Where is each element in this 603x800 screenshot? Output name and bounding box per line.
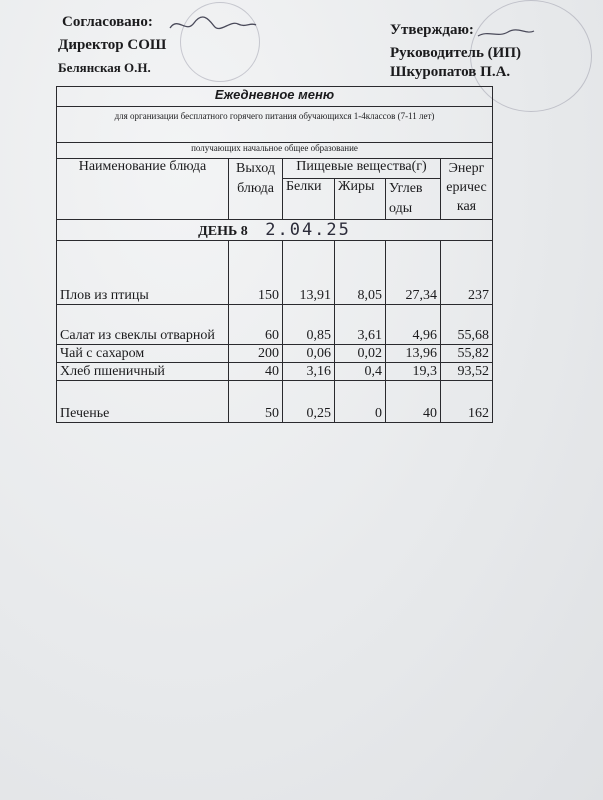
manager-name: Шкуропатов П.А.: [390, 64, 511, 80]
handwritten-date: 2.04.25: [265, 220, 351, 240]
dish-energy: 237: [441, 241, 493, 305]
dish-fats: 0: [335, 381, 386, 423]
dish-name: Чай с сахаром: [57, 345, 229, 363]
dish-energy: 55,82: [441, 345, 493, 363]
director-position: Директор СОШ: [58, 37, 167, 53]
dish-proteins: 0,06: [283, 345, 335, 363]
director-name: Белянская О.Н.: [58, 60, 151, 75]
day-label: ДЕНЬ 8: [198, 224, 248, 239]
dish-energy: 55,68: [441, 305, 493, 345]
dish-energy: 93,52: [441, 363, 493, 381]
approved-label: Утверждаю:: [390, 22, 474, 38]
col-proteins-header: Белки: [283, 179, 335, 220]
dish-output: 200: [229, 345, 283, 363]
dish-name: Хлеб пшеничный: [57, 363, 229, 381]
col-fats-header: Жиры: [335, 179, 386, 220]
dish-name: Салат из свеклы отварной: [57, 305, 229, 345]
dish-fats: 0,4: [335, 363, 386, 381]
table-row: [57, 305, 493, 345]
table-row: [57, 241, 493, 305]
dish-output: 60: [229, 305, 283, 345]
menu-table: [56, 86, 493, 423]
dish-carbs: 19,3: [386, 363, 441, 381]
col-energy-header: Энерг еричес кая: [441, 159, 493, 220]
dish-name: Плов из птицы: [57, 241, 229, 305]
dish-fats: 0,02: [335, 345, 386, 363]
dish-proteins: 0,85: [283, 305, 335, 345]
day-row: [57, 220, 493, 241]
dish-proteins: 3,16: [283, 363, 335, 381]
menu-title: Ежедневное меню: [57, 87, 493, 107]
dish-carbs: 4,96: [386, 305, 441, 345]
dish-carbs: 27,34: [386, 241, 441, 305]
agreed-label: Согласовано:: [62, 14, 153, 30]
dish-fats: 8,05: [335, 241, 386, 305]
dish-energy: 162: [441, 381, 493, 423]
dish-carbs: 40: [386, 381, 441, 423]
manager-signature: [476, 26, 536, 44]
col-output-header: Выход блюда: [229, 159, 283, 220]
table-row: [57, 363, 493, 381]
dish-carbs: 13,96: [386, 345, 441, 363]
manager-position: Руководитель (ИП): [390, 45, 521, 61]
menu-subtitle-2: получающих начальное общее образование: [57, 143, 493, 159]
col-name-header: Наименование блюда: [57, 159, 229, 220]
dish-proteins: 13,91: [283, 241, 335, 305]
dish-output: 50: [229, 381, 283, 423]
director-signature: [168, 14, 258, 40]
dish-output: 40: [229, 363, 283, 381]
dish-name: Печенье: [57, 381, 229, 423]
dish-fats: 3,61: [335, 305, 386, 345]
col-nutrients-header: Пищевые вещества(г): [283, 159, 441, 179]
table-row: [57, 381, 493, 423]
menu-subtitle-1: для организации бесплатного горячего питания обучающихся 1-4классов (7-11 лет): [57, 107, 493, 143]
dish-output: 150: [229, 241, 283, 305]
dish-proteins: 0,25: [283, 381, 335, 423]
table-row: [57, 345, 493, 363]
col-carbs-header: Углев оды: [386, 179, 441, 220]
